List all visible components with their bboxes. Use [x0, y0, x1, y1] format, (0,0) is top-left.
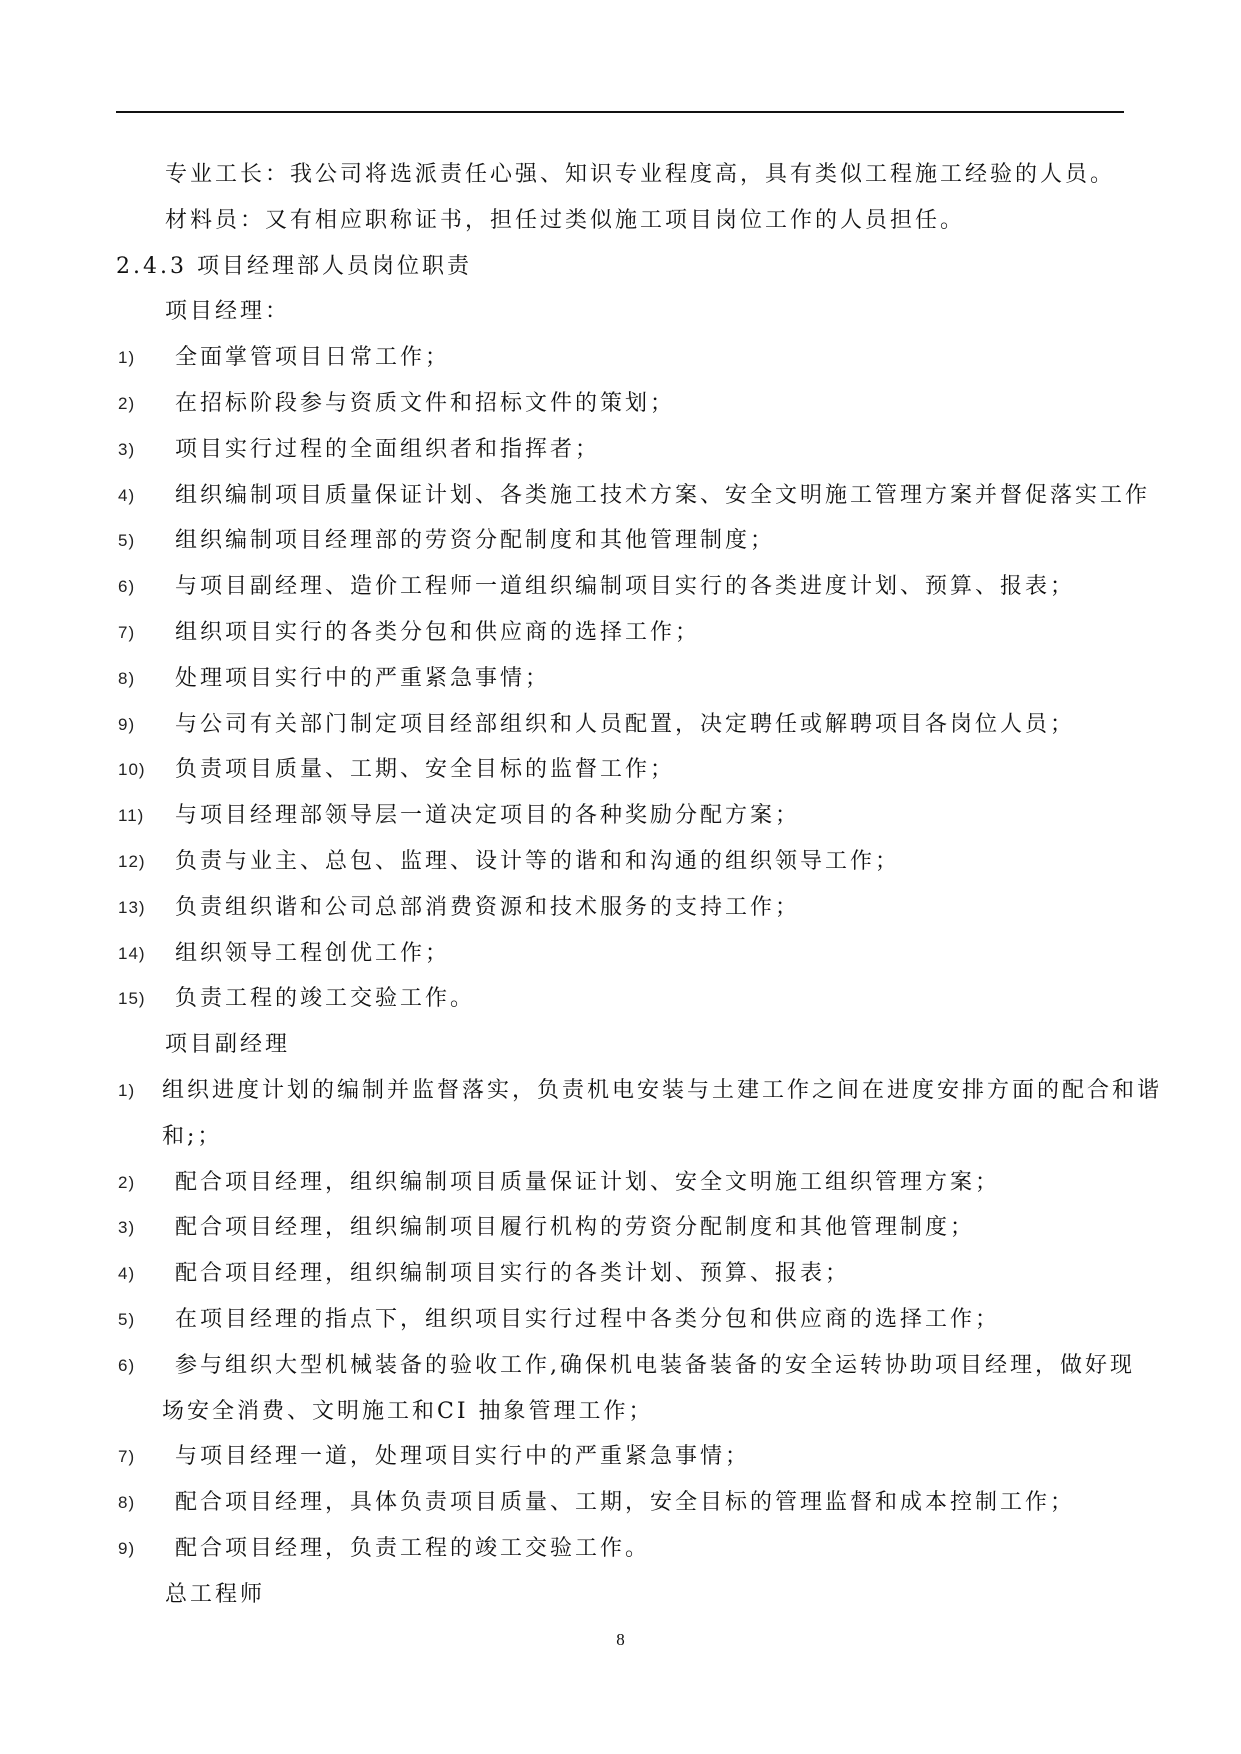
item-number: 2) [118, 1172, 136, 1192]
item-number: 6) [118, 1355, 136, 1375]
page-number: 8 [616, 1630, 625, 1649]
item-text: 配合项目经理，具体负责项目质量、工期，安全目标的管理监督和成本控制工作； [175, 1490, 1076, 1516]
list-item [0, 885, 1241, 931]
item-number: 9) [118, 714, 136, 734]
item-number: 10) [118, 760, 146, 780]
item-text-continuation: 场安全消费、文明施工和CI 抽象管理工作； [162, 1398, 654, 1424]
item-number: 8) [118, 668, 136, 688]
item-number: 5) [118, 1309, 136, 1329]
list-item [0, 335, 1241, 381]
list-item [0, 1160, 1241, 1206]
section-heading-text: 2.4.3 项目经理部人员岗位职责 [116, 253, 472, 279]
item-text: 组织编制项目质量保证计划、各类施工技术方案、安全文明施工管理方案并督促落实工作 [175, 482, 1151, 508]
item-number: 13) [118, 897, 146, 917]
item-number: 4) [118, 485, 136, 505]
item-text: 负责与业主、总包、监理、设计等的谐和和沟通的组织领导工作； [175, 848, 901, 874]
item-number: 8) [118, 1493, 136, 1513]
list-item-continuation [0, 1389, 1241, 1435]
item-text: 配合项目经理，组织编制项目实行的各类计划、预算、报表； [175, 1261, 851, 1287]
list-item [0, 518, 1241, 564]
item-number: 11) [118, 806, 145, 826]
item-number: 4) [118, 1264, 136, 1284]
paragraph-foreman [0, 152, 1241, 198]
paragraph-text: 专业工长：我公司将选派责任心强、知识专业程度高，具有类似工程施工经验的人员。 [165, 162, 1116, 187]
item-text: 与项目经理部领导层一道决定项目的各种奖励分配方案； [175, 803, 801, 829]
item-number: 6) [118, 577, 136, 597]
item-number: 7) [118, 1447, 136, 1467]
list-item [0, 1434, 1241, 1480]
item-text: 组织项目实行的各类分包和供应商的选择工作； [175, 619, 701, 645]
item-text: 负责项目质量、工期、安全目标的监督工作； [175, 757, 676, 783]
group-title-text: 总工程师 [165, 1581, 266, 1607]
section-heading [0, 244, 1241, 290]
list-item [0, 793, 1241, 839]
item-text: 配合项目经理，组织编制项目履行机构的劳资分配制度和其他管理制度； [175, 1215, 976, 1241]
paragraph-material-clerk [0, 198, 1241, 244]
item-text: 配合项目经理，组织编制项目质量保证计划、安全文明施工组织管理方案； [175, 1169, 1001, 1195]
list-item [0, 702, 1241, 748]
item-text: 参与组织大型机械装备的验收工作,确保机电装备装备的安全运转协助项目经理，做好现 [175, 1352, 1135, 1378]
group-title-deputy-manager [0, 1022, 1241, 1068]
group-title-project-manager [0, 289, 1241, 335]
item-text: 项目实行过程的全面组织者和指挥者； [175, 436, 601, 462]
item-text: 与项目经理一道，处理项目实行中的严重紧急事情； [175, 1444, 751, 1470]
item-number: 2) [118, 393, 136, 413]
item-text: 组织领导工程创优工作； [175, 940, 451, 966]
list-item [0, 656, 1241, 702]
item-number: 5) [118, 531, 136, 551]
item-number: 7) [118, 622, 136, 642]
list-item [0, 473, 1241, 519]
item-text: 与公司有关部门制定项目经部组织和人员配置，决定聘任或解聘项目各岗位人员； [175, 711, 1076, 737]
item-text: 在招标阶段参与资质文件和招标文件的策划； [175, 390, 676, 416]
item-text: 负责组织谐和公司总部消费资源和技术服务的支持工作； [175, 894, 801, 920]
item-text: 在项目经理的指点下，组织项目实行过程中各类分包和供应商的选择工作； [175, 1306, 1001, 1332]
item-text: 组织编制项目经理部的劳资分配制度和其他管理制度； [175, 528, 776, 554]
list-item-continuation [0, 1114, 1241, 1160]
list-item [0, 1343, 1241, 1389]
list-item [0, 381, 1241, 427]
list-item [0, 1251, 1241, 1297]
list-item [0, 1297, 1241, 1343]
item-text: 处理项目实行中的严重紧急事情； [175, 665, 551, 691]
group-title-text: 项目副经理 [165, 1032, 291, 1058]
document-body [0, 152, 1241, 1618]
item-number: 3) [118, 439, 136, 459]
item-text: 负责工程的竣工交验工作。 [175, 986, 476, 1012]
item-text: 与项目副经理、造价工程师一道组织编制项目实行的各类进度计划、预算、报表； [175, 574, 1076, 600]
paragraph-text: 材料员：又有相应职称证书，担任过类似施工项目岗位工作的人员担任。 [165, 207, 966, 233]
item-number: 1) [118, 348, 136, 368]
item-text: 全面掌管项目日常工作； [175, 345, 451, 371]
list-item [0, 931, 1241, 977]
list-item [0, 1480, 1241, 1526]
item-number: 15) [118, 989, 146, 1009]
group-title-chief-engineer [0, 1572, 1241, 1618]
item-number: 12) [118, 851, 146, 871]
list-item [0, 1526, 1241, 1572]
list-item [0, 427, 1241, 473]
list-item [0, 1205, 1241, 1251]
list-item [0, 564, 1241, 610]
item-text: 组织进度计划的编制并监督落实，负责机电安装与土建工作之间在进度安排方面的配合和谐 [162, 1077, 1163, 1103]
item-number: 1) [118, 1080, 136, 1100]
item-text-continuation: 和;； [162, 1123, 223, 1149]
item-number: 14) [118, 943, 146, 963]
group-title-text: 项目经理： [165, 299, 291, 325]
list-item [0, 1068, 1241, 1114]
item-text: 配合项目经理，负责工程的竣工交验工作。 [175, 1535, 651, 1561]
item-number: 3) [118, 1218, 136, 1238]
item-number: 9) [118, 1538, 136, 1558]
list-item [0, 747, 1241, 793]
list-item [0, 976, 1241, 1022]
list-item [0, 610, 1241, 656]
list-item [0, 839, 1241, 885]
header-rule [116, 111, 1124, 113]
